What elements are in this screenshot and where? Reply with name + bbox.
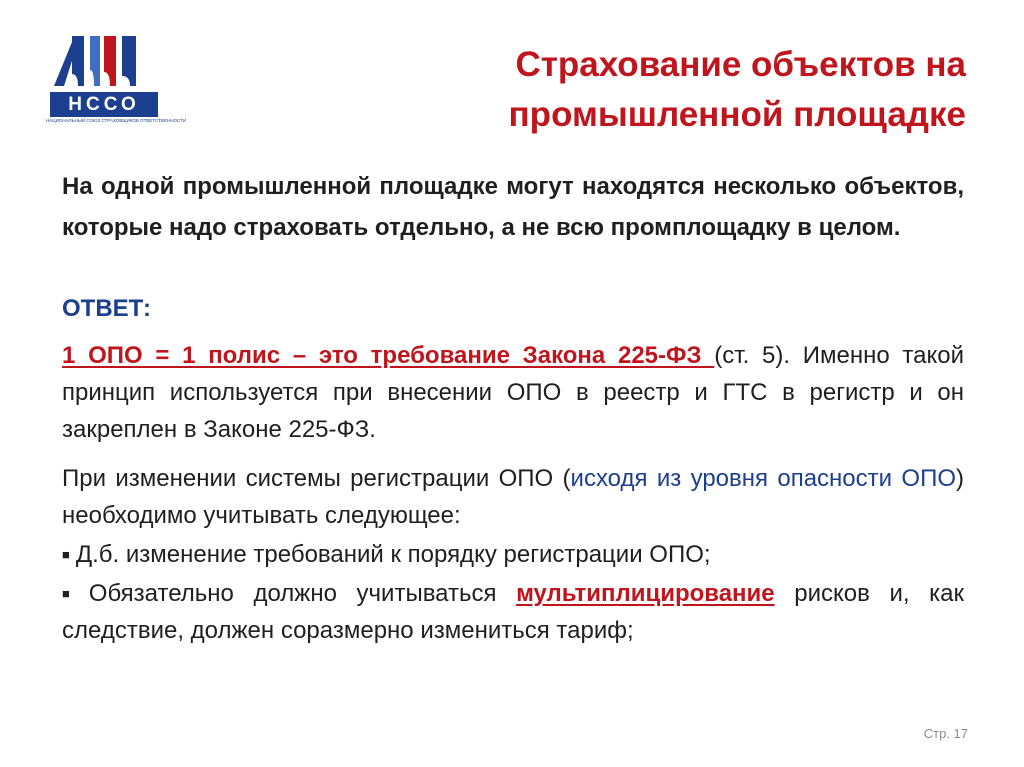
answer-paragraph-text: (ст. 5). Именно такой принцип используется при внесении ОПО в реестр и ГТС в регистр и он закреплен в Законе 225-ФЗ.: [62, 342, 964, 443]
list-item: [62, 536, 964, 573]
answer-paragraph: [62, 337, 964, 448]
title-line-1: Страхование объектов на: [515, 45, 966, 84]
bullet-2-text-end: рисков и, как следствие, должен соразмерно измениться тариф;: [62, 580, 964, 644]
hazard-level-note: исходя из уровня опасности ОПО: [570, 465, 956, 492]
nsso-logo: [46, 34, 187, 126]
intro-paragraph: На одной промышленной площадке могут находятся несколько объектов, которые надо страховать отдельно, а не всю промплощадку в целом.: [62, 173, 964, 241]
answer-label: ОТВЕТ:: [62, 295, 152, 322]
registration-text-end: ) необходимо учитывать следующее:: [62, 465, 964, 529]
page-number: Стр. 17: [923, 726, 968, 741]
logo-emblem-icon: [50, 34, 158, 92]
multiplication-highlight: мультиплицирование: [516, 580, 775, 607]
slide-content: [62, 166, 964, 649]
registration-paragraph: [62, 460, 964, 534]
bullet-2-text-start: Обязательно должно учитываться: [88, 580, 517, 607]
bullet-1-text: Д.б. изменение требований к порядку регистрации ОПО;: [75, 541, 711, 568]
law-requirement-highlight: 1 ОПО = 1 полис – это требование Закона 225-ФЗ: [62, 342, 715, 369]
logo-subtitle: НАЦИОНАЛЬНЫЙ СОЮЗ СТРАХОВЩИКОВ ОТВЕТСТВЕННОСТИ: [46, 118, 187, 123]
list-item: [62, 575, 964, 649]
bullet-square-icon: ■: [62, 586, 83, 601]
title-line-2: промышленной площадке: [508, 95, 966, 134]
registration-text-start: При изменении системы регистрации ОПО (: [62, 465, 571, 492]
logo-badge: НССО: [50, 92, 158, 117]
slide-title: [346, 40, 966, 140]
bullet-square-icon: ■: [62, 547, 70, 562]
